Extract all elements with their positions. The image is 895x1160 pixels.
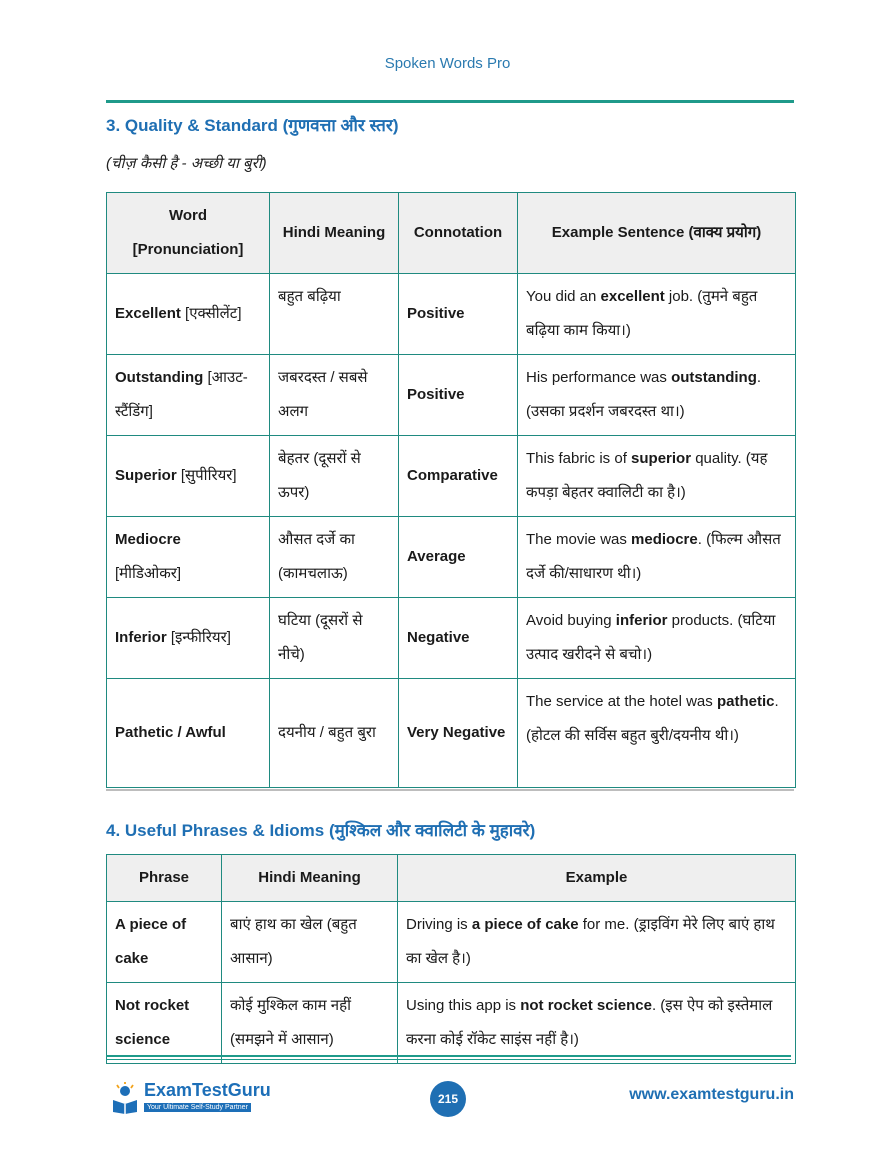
phrase-cell: Not rocket science	[107, 983, 222, 1064]
footer-divider	[106, 1055, 791, 1057]
example-text: . (इस ऐप को इस्तेमाल करना कोई रॉकेट साइंस नहीं है।)	[406, 997, 773, 1048]
book-reader-icon	[110, 1082, 140, 1114]
example-text: The service at the hotel was	[526, 693, 717, 710]
example-keyword: not rocket science	[520, 997, 652, 1014]
word: Excellent	[115, 305, 181, 322]
example-text: Driving is	[406, 916, 472, 933]
hindi-cell: बाएं हाथ का खेल (बहुत आसान)	[222, 902, 398, 983]
header-hindi-meaning: Hindi Meaning	[222, 855, 398, 902]
example-cell	[518, 517, 796, 598]
example-text: products. (घटिया उत्पाद खरीदने से बचो।)	[526, 612, 776, 663]
connotation-cell: Positive	[399, 355, 518, 436]
hindi-cell: बेहतर (दूसरों से ऊपर)	[270, 436, 399, 517]
hindi-cell: दयनीय / बहुत बुरा	[270, 679, 399, 788]
word-cell	[107, 517, 270, 598]
footer-divider-thin	[106, 1059, 791, 1060]
example-keyword: a piece of cake	[471, 916, 579, 933]
pronunciation: [इन्फीरियर]	[166, 629, 231, 646]
connotation-cell: Positive	[399, 274, 518, 355]
example-keyword: outstanding	[671, 369, 757, 386]
example-keyword: excellent	[600, 288, 665, 305]
pronunciation: [सुपीरियर]	[176, 467, 237, 484]
website-link[interactable]: www.examtestguru.in	[629, 1086, 794, 1103]
table-row	[107, 274, 796, 355]
example-text: The movie was	[526, 531, 632, 548]
example-text: for me. (ड्राइविंग मेरे लिए बाएं हाथ का खेल है।)	[406, 916, 775, 967]
word: Inferior	[115, 629, 167, 646]
table-row	[107, 902, 796, 983]
hindi-cell: जबरदस्त / सबसे अलग	[270, 355, 399, 436]
page-number: 215	[430, 1081, 466, 1117]
example-cell	[518, 355, 796, 436]
logo-name: ExamTestGuru	[144, 1080, 271, 1100]
connotation-cell: Very Negative	[399, 679, 518, 788]
table-row	[107, 983, 796, 1064]
pronunciation: [आउट-स्टैंडिंग]	[115, 369, 248, 420]
example-text: Avoid buying	[526, 612, 616, 629]
table-row	[107, 436, 796, 517]
pronunciation: [मीडिओकर]	[115, 565, 182, 582]
header-example-sentence: Example Sentence (वाक्य प्रयोग)	[518, 193, 796, 274]
example-text: . (फिल्म औसत दर्जे की/साधारण थी।)	[526, 531, 781, 582]
word: Outstanding	[115, 369, 204, 386]
header-example: Example	[398, 855, 796, 902]
connotation-cell: Average	[399, 517, 518, 598]
word: Superior	[115, 467, 177, 484]
example-keyword: mediocre	[631, 531, 698, 548]
example-text: quality. (यह कपड़ा बेहतर क्वालिटी का है।)	[526, 450, 768, 501]
example-cell	[518, 679, 796, 788]
header-connotation: Connotation	[399, 193, 518, 274]
section-divider	[106, 789, 794, 791]
word: Mediocre	[115, 531, 181, 548]
example-cell	[518, 598, 796, 679]
example-cell	[398, 983, 796, 1064]
section-3-title: 3. Quality & Standard (गुणवत्ता और स्तर)	[106, 116, 399, 135]
hindi-cell: बहुत बढ़िया	[270, 274, 399, 355]
header-word-label: Word	[168, 207, 208, 224]
phrases-table	[106, 854, 796, 1064]
example-text: . (होटल की सर्विस बहुत बुरी/दयनीय थी।)	[526, 693, 779, 744]
table-row	[107, 598, 796, 679]
word-cell	[107, 355, 270, 436]
pronunciation: [एक्सीलेंट]	[180, 305, 242, 322]
quality-table	[106, 192, 796, 788]
example-cell	[518, 274, 796, 355]
hindi-cell: कोई मुश्किल काम नहीं (समझने में आसान)	[222, 983, 398, 1064]
hindi-cell: घटिया (दूसरों से नीचे)	[270, 598, 399, 679]
example-text: His performance was	[526, 369, 672, 386]
header-hindi-meaning: Hindi Meaning	[270, 193, 399, 274]
example-text: This fabric is of	[526, 450, 632, 467]
example-text: You did an	[526, 288, 601, 305]
example-keyword: inferior	[615, 612, 668, 629]
logo-tagline: Your Ultimate Self-Study Partner	[144, 1103, 251, 1112]
word-cell	[107, 679, 270, 788]
header-pronunciation-label: [Pronunciation]	[132, 241, 244, 258]
table-row	[107, 355, 796, 436]
section-4-title: 4. Useful Phrases & Idioms (मुश्किल और क्वालिटी के मुहावरे)	[106, 821, 536, 840]
examtestguru-logo	[110, 1080, 271, 1116]
phrases-table-header-row	[107, 855, 796, 902]
page-header-title: Spoken Words Pro	[384, 55, 511, 72]
word-cell	[107, 274, 270, 355]
example-cell	[398, 902, 796, 983]
header-word	[107, 193, 270, 274]
phrase-cell: A piece of cake	[107, 902, 222, 983]
connotation-cell: Comparative	[399, 436, 518, 517]
word: Pathetic / Awful	[115, 724, 226, 741]
example-keyword: pathetic	[716, 693, 775, 710]
section-3-subtitle: (चीज़ कैसी है - अच्छी या बुरी)	[106, 155, 267, 172]
connotation-cell: Negative	[399, 598, 518, 679]
table-row	[107, 517, 796, 598]
example-text: job. (तुमने बहुत बढ़िया काम किया।)	[526, 288, 758, 339]
table-row	[107, 679, 796, 788]
example-keyword: superior	[631, 450, 692, 467]
example-text: Using this app is	[406, 997, 521, 1014]
example-cell	[518, 436, 796, 517]
hindi-cell: औसत दर्जे का (कामचलाऊ)	[270, 517, 399, 598]
header-phrase: Phrase	[107, 855, 222, 902]
word-cell	[107, 598, 270, 679]
quality-table-header-row	[107, 193, 796, 274]
example-text: . (उसका प्रदर्शन जबरदस्त था।)	[526, 369, 762, 420]
word-cell	[107, 436, 270, 517]
header-divider	[106, 100, 794, 103]
